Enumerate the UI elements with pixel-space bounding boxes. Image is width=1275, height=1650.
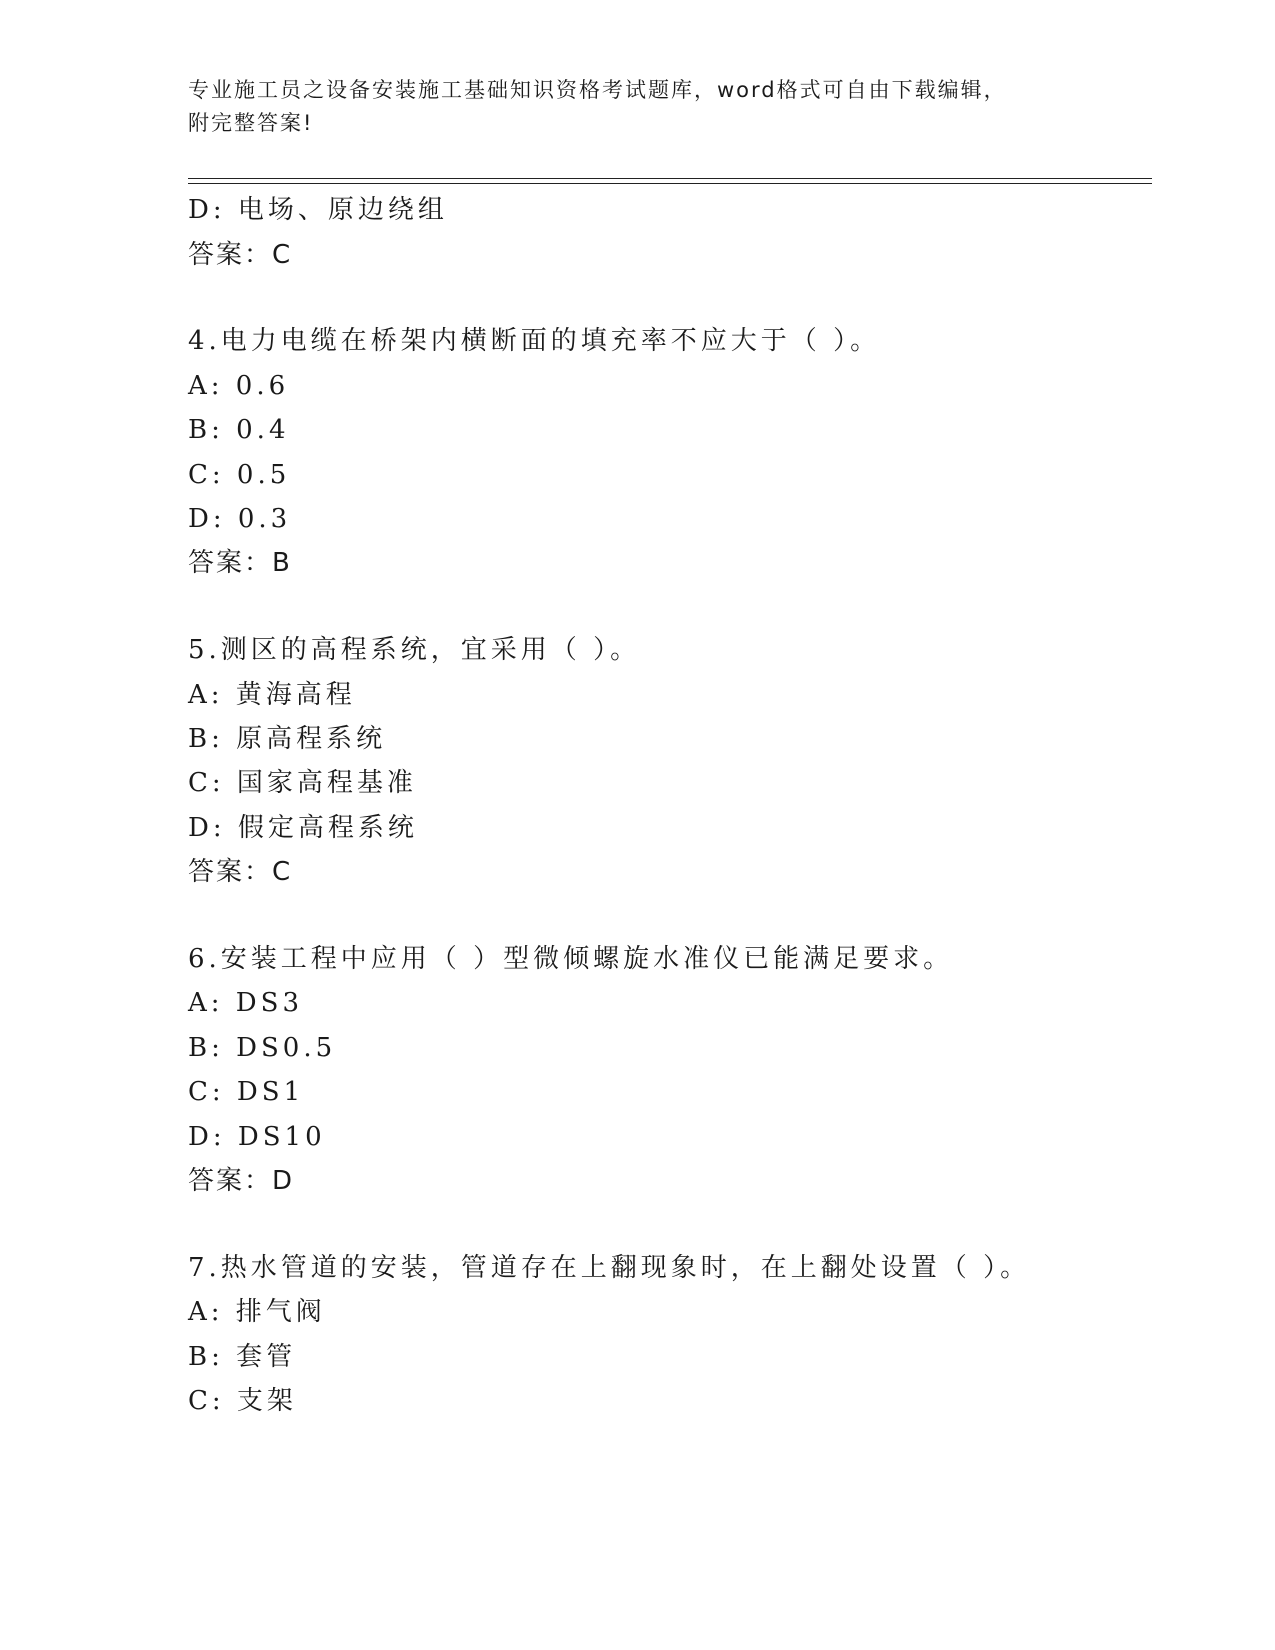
q5-option-a: A: 黄海高程	[188, 680, 356, 710]
q4-option-c: C: 0.5	[188, 460, 291, 490]
q6-answer: 答案：D	[188, 1166, 295, 1196]
q4-answer: 答案：B	[188, 548, 292, 578]
q7-stem: 7.热水管道的安装，管道存在上翻现象时，在上翻处设置（ ）。	[188, 1253, 1031, 1283]
q3-answer: 答案：C	[188, 240, 293, 270]
q4-option-a: A: 0.6	[188, 371, 290, 401]
header-divider-top	[188, 178, 1152, 179]
q5-answer: 答案：C	[188, 857, 293, 887]
q5-option-d: D: 假定高程系统	[188, 813, 418, 843]
q6-option-d: D: DS10	[188, 1122, 326, 1152]
q7-option-c: C: 支架	[188, 1386, 297, 1416]
q5-stem: 5.测区的高程系统，宜采用（ ）。	[188, 635, 641, 665]
q3-option-d: D: 电场、原边绕组	[188, 195, 448, 225]
q6-option-a: A: DS3	[188, 988, 303, 1018]
q4-option-b: B: 0.4	[188, 415, 290, 445]
q5-option-c: C: 国家高程基准	[188, 768, 417, 798]
q7-option-b: B: 套管	[188, 1342, 297, 1372]
document-header	[188, 74, 1088, 140]
header-line-2: 附完整答案!	[188, 111, 314, 135]
q7-option-a: A: 排气阀	[188, 1297, 326, 1327]
q6-option-b: B: DS0.5	[188, 1033, 337, 1063]
header-divider-bottom	[188, 183, 1152, 184]
q6-stem: 6.安装工程中应用（ ）型微倾螺旋水准仪已能满足要求。	[188, 944, 954, 974]
q5-option-b: B: 原高程系统	[188, 724, 387, 754]
q4-option-d: D: 0.3	[188, 504, 292, 534]
header-line-1: 专业施工员之设备安装施工基础知识资格考试题库，word格式可自由下载编辑，	[188, 78, 1007, 102]
q4-stem: 4.电力电缆在桥架内横断面的填充率不应大于（ ）。	[188, 326, 881, 356]
q6-option-c: C: DS1	[188, 1077, 305, 1107]
